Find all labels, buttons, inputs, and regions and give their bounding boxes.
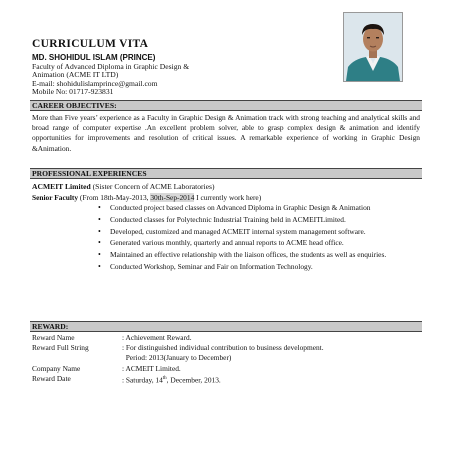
professional-experiences-heading: PROFESSIONAL EXPERIENCES [30, 168, 422, 179]
list-item: • Conducted Workshop, Seminar and Fair on Information Technology. [98, 262, 420, 272]
table-row [32, 333, 420, 343]
company-note: (Sister Concern of ACME Laboratories) [92, 182, 215, 191]
reward-label: Reward Full String [32, 343, 89, 353]
reward-value: : Achievement Reward. [122, 333, 192, 342]
list-item: • Conducted classes for Polytechnic Industrial Training held in ACMEITLimited. [98, 215, 420, 225]
reward-value: : ACMEIT Limited. [122, 363, 181, 373]
mobile-number: Mobile No: 01717-923831 [32, 87, 114, 97]
period-end: I currently work here) [194, 193, 262, 202]
reward-date-suffix: , December, 2013. [166, 375, 221, 385]
affiliation-line-1: Faculty of Advanced Diploma in Graphic Design & [32, 61, 190, 71]
experience-bullet-list [98, 203, 420, 274]
reward-value: : For distinguished individual contribution to business development. [122, 343, 324, 353]
company-line [32, 182, 215, 192]
role-line [32, 193, 261, 203]
table-row [32, 374, 420, 386]
table-row [32, 343, 420, 353]
reward-date-ordinal: th [162, 375, 167, 381]
reward-label: Reward Name [32, 333, 75, 342]
career-objectives-heading: CAREER OBJECTIVES: [30, 100, 422, 111]
period-highlight: 30th-Sep-2014 [150, 193, 195, 202]
list-item: • Generated various monthly, quarterly and annual reports to ACME head office. [98, 238, 420, 248]
list-item: • Maintained an effective relationship with the liaison offices, the students as well as enquiries. [98, 250, 420, 260]
reward-heading: REWARD: [30, 321, 422, 332]
full-name: MD. SHOHIDUL ISLAM (PRINCE) [32, 53, 156, 62]
list-item: • Conducted project based classes on Advanced Diploma in Graphic Design & Animation [98, 203, 420, 213]
company-name: ACMEIT Limited [32, 182, 91, 191]
table-row [32, 364, 420, 374]
period-start: (From 18th-May-2013, [79, 193, 151, 202]
profile-photo-image [344, 13, 402, 81]
cv-title: CURRICULUM VITA [32, 38, 149, 50]
reward-date-value [122, 374, 420, 386]
career-objectives-text: More than Five years’ experience as a Faculty in Graphic Design & Animation track with strong teaching and analytical skills and broad range of computer expertise .An excellent problem solver, able to grasp complex design & animation and identify opportunities for improvements and resolution of critical issues. A remarkable experience of working in Graphic Design &Animation. [32, 113, 420, 153]
table-row [32, 353, 420, 363]
reward-table [32, 333, 420, 385]
reward-value: Period: 2013(January to December) [122, 353, 232, 363]
email: E-mail: shohidulislamprince@gmail.com [32, 78, 158, 88]
reward-date-prefix: : Saturday, 14 [122, 375, 163, 385]
contact-block [32, 54, 332, 97]
role-title: Senior Faculty [32, 193, 79, 202]
reward-label: Company Name [32, 363, 81, 373]
reward-date-label: Reward Date [32, 373, 71, 383]
profile-photo [343, 12, 403, 82]
affiliation-line-2: Animation (ACME IT LTD) [32, 70, 119, 80]
reward-label [32, 353, 114, 363]
list-item: • Developed, customized and managed ACMEIT internal system management software. [98, 227, 420, 237]
